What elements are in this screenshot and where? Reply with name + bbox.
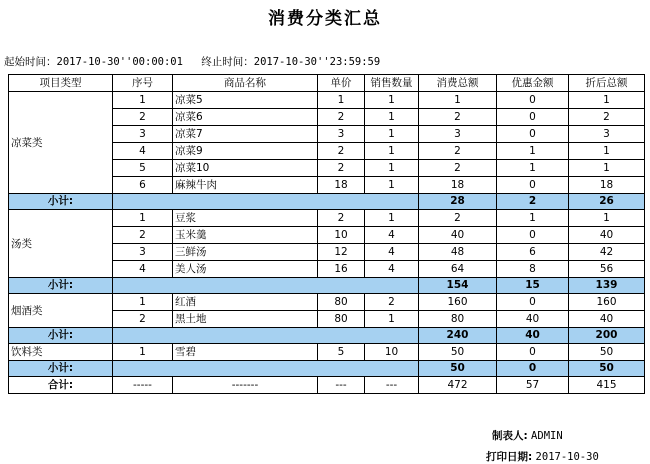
table-cell: 2: [318, 109, 365, 126]
table-cell: 雪碧: [173, 344, 318, 361]
table-cell: 10: [318, 227, 365, 244]
table-cell: 0: [497, 177, 569, 194]
table-cell: 凉菜5: [173, 92, 318, 109]
table-cell: 三鲜汤: [173, 244, 318, 261]
table-cell: 6: [113, 177, 173, 194]
subtotal-label: 小计:: [9, 194, 113, 210]
column-header: 折后总额: [569, 75, 645, 92]
table-cell: 4: [365, 261, 419, 278]
subtotal-net: 50: [569, 361, 645, 377]
table-cell: 4: [113, 143, 173, 160]
table-cell: 3: [113, 244, 173, 261]
table-cell: 1: [365, 210, 419, 227]
table-cell: 豆浆: [173, 210, 318, 227]
subtotal-blank: [113, 361, 419, 377]
table-cell: 80: [318, 294, 365, 311]
subtotal-net: 26: [569, 194, 645, 210]
category-cell: 凉菜类: [9, 92, 113, 194]
table-cell: 0: [497, 109, 569, 126]
subtotal-row: [9, 361, 645, 377]
table-cell: 160: [419, 294, 497, 311]
subtotal-net: 200: [569, 328, 645, 344]
table-cell: 48: [419, 244, 497, 261]
header-row: [9, 75, 645, 92]
column-header: 优惠金额: [497, 75, 569, 92]
table-cell: 0: [497, 344, 569, 361]
table-cell: 2: [113, 311, 173, 328]
table-cell: 玉米羹: [173, 227, 318, 244]
subtotal-blank: [113, 278, 419, 294]
subtotal-net: 139: [569, 278, 645, 294]
time-range: [4, 54, 392, 69]
table-cell: 3: [113, 126, 173, 143]
table-cell: 50: [419, 344, 497, 361]
summary-table: [8, 74, 645, 394]
end-time-value: 2017-10-30''23:59:59: [253, 56, 381, 68]
table-cell: 2: [365, 294, 419, 311]
table-cell: 2: [419, 109, 497, 126]
grand-total-cell: ---: [365, 377, 419, 394]
category-cell: 饮料类: [9, 344, 113, 361]
table-cell: 40: [419, 227, 497, 244]
subtotal-discount: 40: [497, 328, 569, 344]
grand-total-cell: 415: [569, 377, 645, 394]
category-cell: 汤类: [9, 210, 113, 278]
table-cell: 1: [113, 294, 173, 311]
table-cell: 凉菜10: [173, 160, 318, 177]
table-cell: 160: [569, 294, 645, 311]
table-cell: 2: [318, 143, 365, 160]
subtotal-discount: 2: [497, 194, 569, 210]
table-cell: 2: [419, 160, 497, 177]
table-cell: 1: [318, 92, 365, 109]
subtotal-label: 小计:: [9, 328, 113, 344]
table-cell: 凉菜9: [173, 143, 318, 160]
table-cell: 1: [569, 160, 645, 177]
table-cell: 1: [497, 210, 569, 227]
column-header: 项目类型: [9, 75, 113, 92]
table-row: [9, 210, 645, 227]
table-cell: 0: [497, 294, 569, 311]
subtotal-label: 小计:: [9, 278, 113, 294]
category-cell: 烟酒类: [9, 294, 113, 328]
table-cell: 18: [318, 177, 365, 194]
table-cell: 凉菜7: [173, 126, 318, 143]
table-cell: 凉菜6: [173, 109, 318, 126]
table-cell: 1: [497, 160, 569, 177]
table-row: [9, 92, 645, 109]
table-cell: 红酒: [173, 294, 318, 311]
table-cell: 1: [365, 160, 419, 177]
table-cell: 1: [113, 92, 173, 109]
grand-total-cell: 57: [497, 377, 569, 394]
table-cell: 4: [113, 261, 173, 278]
table-cell: 黑土地: [173, 311, 318, 328]
table-cell: 80: [318, 311, 365, 328]
grand-total-cell: -----: [113, 377, 173, 394]
table-cell: 2: [113, 109, 173, 126]
subtotal-blank: [113, 194, 419, 210]
table-cell: 5: [113, 160, 173, 177]
subtotal-row: [9, 278, 645, 294]
table-cell: 1: [365, 109, 419, 126]
table-cell: 0: [497, 227, 569, 244]
print-date-line: [486, 449, 599, 464]
report-title: 消费分类汇总: [268, 9, 382, 29]
grand-total-row: [9, 377, 645, 394]
table-cell: 64: [419, 261, 497, 278]
table-cell: 美人汤: [173, 261, 318, 278]
table-cell: 1: [365, 92, 419, 109]
table-cell: 40: [497, 311, 569, 328]
subtotal-row: [9, 328, 645, 344]
table-cell: 1: [569, 210, 645, 227]
table-cell: 麻辣牛肉: [173, 177, 318, 194]
table-cell: 10: [365, 344, 419, 361]
table-cell: 50: [569, 344, 645, 361]
subtotal-row: [9, 194, 645, 210]
table-cell: 18: [419, 177, 497, 194]
table-row: [9, 294, 645, 311]
subtotal-total: 28: [419, 194, 497, 210]
table-cell: 5: [318, 344, 365, 361]
table-cell: 40: [569, 311, 645, 328]
table-cell: 2: [419, 210, 497, 227]
print-date-value: 2017-10-30: [535, 451, 599, 463]
subtotal-discount: 0: [497, 361, 569, 377]
table-cell: 1: [365, 177, 419, 194]
table-cell: 1: [497, 143, 569, 160]
subtotal-total: 50: [419, 361, 497, 377]
table-cell: 18: [569, 177, 645, 194]
table-cell: 12: [318, 244, 365, 261]
table-cell: 40: [569, 227, 645, 244]
column-header: 序号: [113, 75, 173, 92]
end-time-label: 终止时间：: [201, 56, 254, 68]
table-cell: 42: [569, 244, 645, 261]
table-cell: 2: [419, 143, 497, 160]
table-cell: 1: [569, 92, 645, 109]
maker-line: [492, 428, 563, 443]
table-cell: 56: [569, 261, 645, 278]
column-header: 销售数量: [365, 75, 419, 92]
subtotal-total: 240: [419, 328, 497, 344]
start-time-label: 起始时间：: [4, 56, 57, 68]
subtotal-blank: [113, 328, 419, 344]
table-cell: 8: [497, 261, 569, 278]
print-date-label: 打印日期:: [486, 451, 533, 463]
subtotal-label: 小计:: [9, 361, 113, 377]
table-cell: 1: [365, 126, 419, 143]
table-cell: 1: [569, 143, 645, 160]
subtotal-total: 154: [419, 278, 497, 294]
table-cell: 2: [113, 227, 173, 244]
table-cell: 1: [419, 92, 497, 109]
table-cell: 0: [497, 126, 569, 143]
table-cell: 2: [569, 109, 645, 126]
table-cell: 1: [365, 143, 419, 160]
column-header: 消费总额: [419, 75, 497, 92]
table-cell: 0: [497, 92, 569, 109]
table-cell: 4: [365, 227, 419, 244]
table-cell: 3: [318, 126, 365, 143]
table-cell: 16: [318, 261, 365, 278]
grand-total-cell: 472: [419, 377, 497, 394]
grand-total-cell: ---: [318, 377, 365, 394]
grand-total-label: 合计:: [9, 377, 113, 394]
column-header: 单价: [318, 75, 365, 92]
table-cell: 3: [419, 126, 497, 143]
column-header: 商品名称: [173, 75, 318, 92]
table-cell: 2: [318, 160, 365, 177]
table-cell: 80: [419, 311, 497, 328]
table-cell: 1: [113, 210, 173, 227]
table-cell: 2: [318, 210, 365, 227]
table-cell: 1: [113, 344, 173, 361]
maker-label: 制表人:: [492, 430, 528, 442]
subtotal-discount: 15: [497, 278, 569, 294]
table-cell: 1: [365, 311, 419, 328]
table-row: [9, 344, 645, 361]
start-time-value: 2017-10-30''00:00:01: [56, 56, 183, 68]
grand-total-cell: -------: [173, 377, 318, 394]
table-cell: 6: [497, 244, 569, 261]
table-cell: 4: [365, 244, 419, 261]
maker-value: ADMIN: [531, 430, 563, 442]
table-cell: 3: [569, 126, 645, 143]
